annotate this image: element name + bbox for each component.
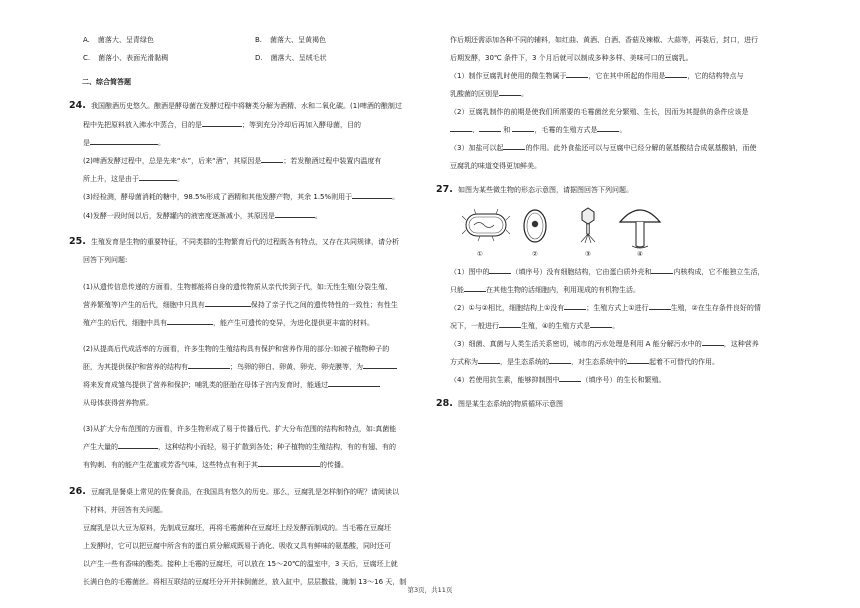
options-row-2 [83, 52, 419, 64]
q25-line-11: 产生大量的 ，这种结构小而轻，易于扩散到各处；种子植物的生殖结构，有的有翅、有的 [83, 443, 396, 451]
q24-line-5: 所上升，这是由于 。 [83, 175, 184, 183]
answer-blank[interactable] [90, 138, 158, 145]
answer-blank[interactable] [649, 303, 671, 310]
answer-blank[interactable] [464, 285, 486, 292]
q25-line-12: 有钩刺、有的能产生花蜜或芳香气味，这些特点有利于其 的传播。 [83, 461, 348, 469]
q25-line-4: 营养繁殖等)产生的后代，细胞中只具有 保持了亲子代之间的遗传特性的一致性；有性生 [83, 301, 398, 309]
answer-blank[interactable] [328, 380, 380, 387]
q25-line-1: 生殖发育是生物的重要特征，不同类群的生物繁育后代的过程既各有特点，又存在共同规律，请分析 [91, 238, 399, 246]
option-d: D. 菌落大、呈绒毛状 [255, 54, 327, 62]
yeast-drawing [524, 210, 546, 242]
answer-blank[interactable] [499, 321, 521, 328]
q27-line-6: 方式称为 ，是生态系统的 ，对生态系统中的 起着不可替代的作用。 [450, 358, 719, 366]
q27-title: 如图为某些微生物的形态示意图，请据图回答下列问题。 [458, 186, 633, 194]
answer-blank[interactable] [559, 375, 581, 382]
answer-blank[interactable] [503, 143, 525, 150]
q26-line-1: 豆腐乳是餐桌上常见的佐餐食品，在我国具有悠久的历史。那么，豆腐乳是怎样制作的呢？请阅读以 [91, 488, 399, 496]
question-number-27: 27. [436, 184, 453, 195]
q24-line-2: 程中先把原料放入沸水中蒸合，目的是 ；等到充分冷却后再加入酵母菌，目的 [83, 121, 361, 129]
q25-line-7: 胚，为其提供保护和营养的结构有 ；鸟卵的卵白、卵黄、卵壳、卵壳膜等，为 [83, 362, 397, 372]
q25-line-8: 将来发育成雏鸟提供了营养和保护；哺乳类的胚胎在母体子宫内发育时，能通过 [83, 380, 380, 390]
answer-blank[interactable] [352, 192, 392, 199]
q24-line-1: 我国酿酒历史悠久。酿酒是酵母菌在发酵过程中将糖类分解为酒精、水和二氧化碳。(1)啤酒的酿制过 [91, 102, 402, 110]
answer-blank[interactable] [139, 174, 177, 181]
answer-blank[interactable] [489, 267, 511, 274]
figure-label-4: ④ [637, 250, 643, 258]
answer-blank[interactable] [564, 303, 586, 310]
q26-cont-line-6: 、 和 ，毛霉的生殖方式是 。 [450, 125, 626, 135]
q25-line-9: 从母体获得营养物质。 [83, 399, 153, 407]
answer-blank[interactable] [499, 89, 521, 96]
q28-title: 图是某生态系统的物质循环示意图 [458, 400, 563, 408]
q26-line-3: 豆腐乳是以大豆为原料，先制成豆腐坯，再将毛霉菌种在豆腐坯上经发酵而制成的。当毛霉在豆腐坯 [83, 524, 391, 532]
answer-blank[interactable] [479, 125, 501, 132]
answer-blank[interactable] [627, 357, 649, 364]
q26-cont-line-8: 豆腐乳的味道变得更加鲜美。 [450, 162, 541, 170]
answer-blank[interactable] [202, 120, 242, 127]
answer-blank[interactable] [651, 267, 673, 274]
q27-line-5: （3）细菌、真菌与人类生活关系密切，城市的污水处理是利用 A 能分解污水中的 ，这种营养 [450, 340, 759, 348]
answer-blank[interactable] [665, 71, 687, 78]
q26-line-6: 长满白色的毛霉菌丝。将相互联结的豆腐坯分开并抹倒菌丝，放入缸中，层层撒盐，腌制 13～16 天，制 [83, 578, 407, 586]
q27-line-7: （4）若使用抗生素，能够抑制图中 （填序号）的生长和繁殖。 [450, 376, 666, 384]
option-c: C. 菌落小、表面光滑黏稠 [83, 54, 169, 62]
q26-line-5: 以产生一些有香味的酯类。接种上毛霉的豆腐坯，可以放在 15～20℃的温室中，3 天后，豆腐坯上就 [83, 560, 398, 568]
q25-line-10: (3)从扩大分布范围的方面看，许多生物形成了易于传播后代、扩大分布范围的结构和特点，如:真菌能 [83, 425, 397, 433]
answer-blank[interactable] [512, 125, 534, 132]
q26-cont-line-2: 后期发酵，30℃ 条件下，3 个月后就可以制成多种多样、美味可口的豆腐乳。 [450, 54, 693, 62]
figure-label-2: ② [532, 250, 538, 258]
q26-line-2: 下材料，并回答有关问题。 [83, 506, 167, 514]
q26-cont-line-7: （3）加盐可以起 的作用。此外食盐还可以与豆腐中已经分解的氨基酸结合成氨基酸钠，而使 [450, 144, 757, 152]
q27-line-1: （1）图中的 （填序号）没有细胞结构，它由蛋白质外壳和 内核构成，它不能独立生活， [450, 268, 765, 276]
q24-line-7: (4)发酵一段时间以后，发酵罐内的液密度逐渐减小，其原因是 。 [83, 212, 322, 220]
q24-line-3: 是 。 [83, 139, 165, 147]
answer-blank[interactable] [702, 339, 724, 346]
answer-blank[interactable] [188, 362, 230, 369]
answer-blank[interactable] [167, 318, 213, 325]
answer-blank[interactable] [549, 357, 571, 364]
q27-line-4: 况下，一般进行 生殖，④的生殖方式是 。 [450, 322, 620, 330]
q26-cont-line-3: （1）制作豆腐乳时使用的微生物属于 ，它在其中所起的作用是 ，它的结构特点与 [450, 72, 744, 80]
q27-line-2: 只能 在其他生物的活细胞内，利用现成的有机物生活。 [450, 286, 640, 294]
q27-line-3: （2）①与②相比，细胞结构上①没有 ；生殖方式上①进行 生殖，②在生存条件良好的情 [450, 304, 761, 312]
figure-label-3: ③ [585, 250, 591, 258]
answer-blank[interactable] [258, 460, 320, 467]
answer-blank[interactable] [261, 156, 283, 163]
q26-cont-line-5: （2）豆腐乳制作的前期是使我们所需要的毛霉菌丝充分繁殖、生长，因而为其提供的条件应该是 [450, 108, 749, 116]
option-a: A. 菌落大、呈青绿色 [83, 36, 154, 44]
answer-blank[interactable] [478, 357, 500, 364]
question-number-28: 28. [436, 398, 453, 409]
bacterium-drawing [462, 209, 510, 241]
question-number-24: 24. [69, 100, 86, 111]
answer-blank[interactable] [566, 71, 588, 78]
answer-blank[interactable] [597, 125, 619, 132]
options-row-1 [83, 34, 419, 46]
answer-blank[interactable] [118, 442, 158, 449]
option-b: B. 菌落大、呈黄褐色 [255, 36, 327, 44]
question-number-25: 25. [69, 236, 86, 247]
q25-line-6: (2)从提高后代成活率的方面看，许多生物的生殖结构具有保护和营养作用的部分:如被子植物种子的 [83, 345, 390, 353]
question-number-26: 26. [69, 486, 86, 497]
answer-blank[interactable] [363, 362, 397, 369]
page-footer: 第3页，共11页 [407, 586, 453, 594]
q24-line-4: (2)啤酒发酵过程中，总是先来“水”，后来“酒”，其原因是 ；若发酿酒过程中装置内温度有 [83, 157, 382, 165]
figure-label-1: ① [477, 250, 483, 258]
q26-line-4: 上发酵时，它可以把豆腐中所含有的蛋白质分解成既易于消化、吸收又具有鲜味的氨基酸，同时还可 [83, 542, 391, 550]
answer-blank[interactable] [590, 321, 612, 328]
mushroom-drawing [620, 210, 660, 248]
answer-blank[interactable] [275, 211, 315, 218]
q25-line-3: (1)从遗传信息传递的方面看，生物都能将自身的遗传物质从亲代传到子代，如:无性生殖(分裂生殖、 [83, 283, 393, 291]
q26-cont-line-1: 作后期还需添加各种不同的辅料，如红曲、黄酒、白酒、香菇及辣椒、大蒜等，再装后，封口，进行 [450, 36, 758, 44]
q24-line-6: (3)经检测，酵母菌消耗的糖中，98.5%形成了酒精和其他发酵产物，其余 1.5%则用于 。 [83, 193, 400, 201]
q25-line-5: 殖产生的后代，细胞中具有 ，能产生可遗传的变异，为进化提供更丰富的材料。 [83, 319, 374, 327]
q26-cont-line-4: 乳酸菌的区别是 。 [450, 90, 528, 98]
q25-line-2: 回答下列问题: [83, 256, 128, 264]
answer-blank[interactable] [205, 300, 251, 307]
answer-blank[interactable] [450, 125, 472, 132]
virus-drawing [581, 208, 595, 243]
section-heading: 二、综合简答题 [82, 78, 131, 86]
